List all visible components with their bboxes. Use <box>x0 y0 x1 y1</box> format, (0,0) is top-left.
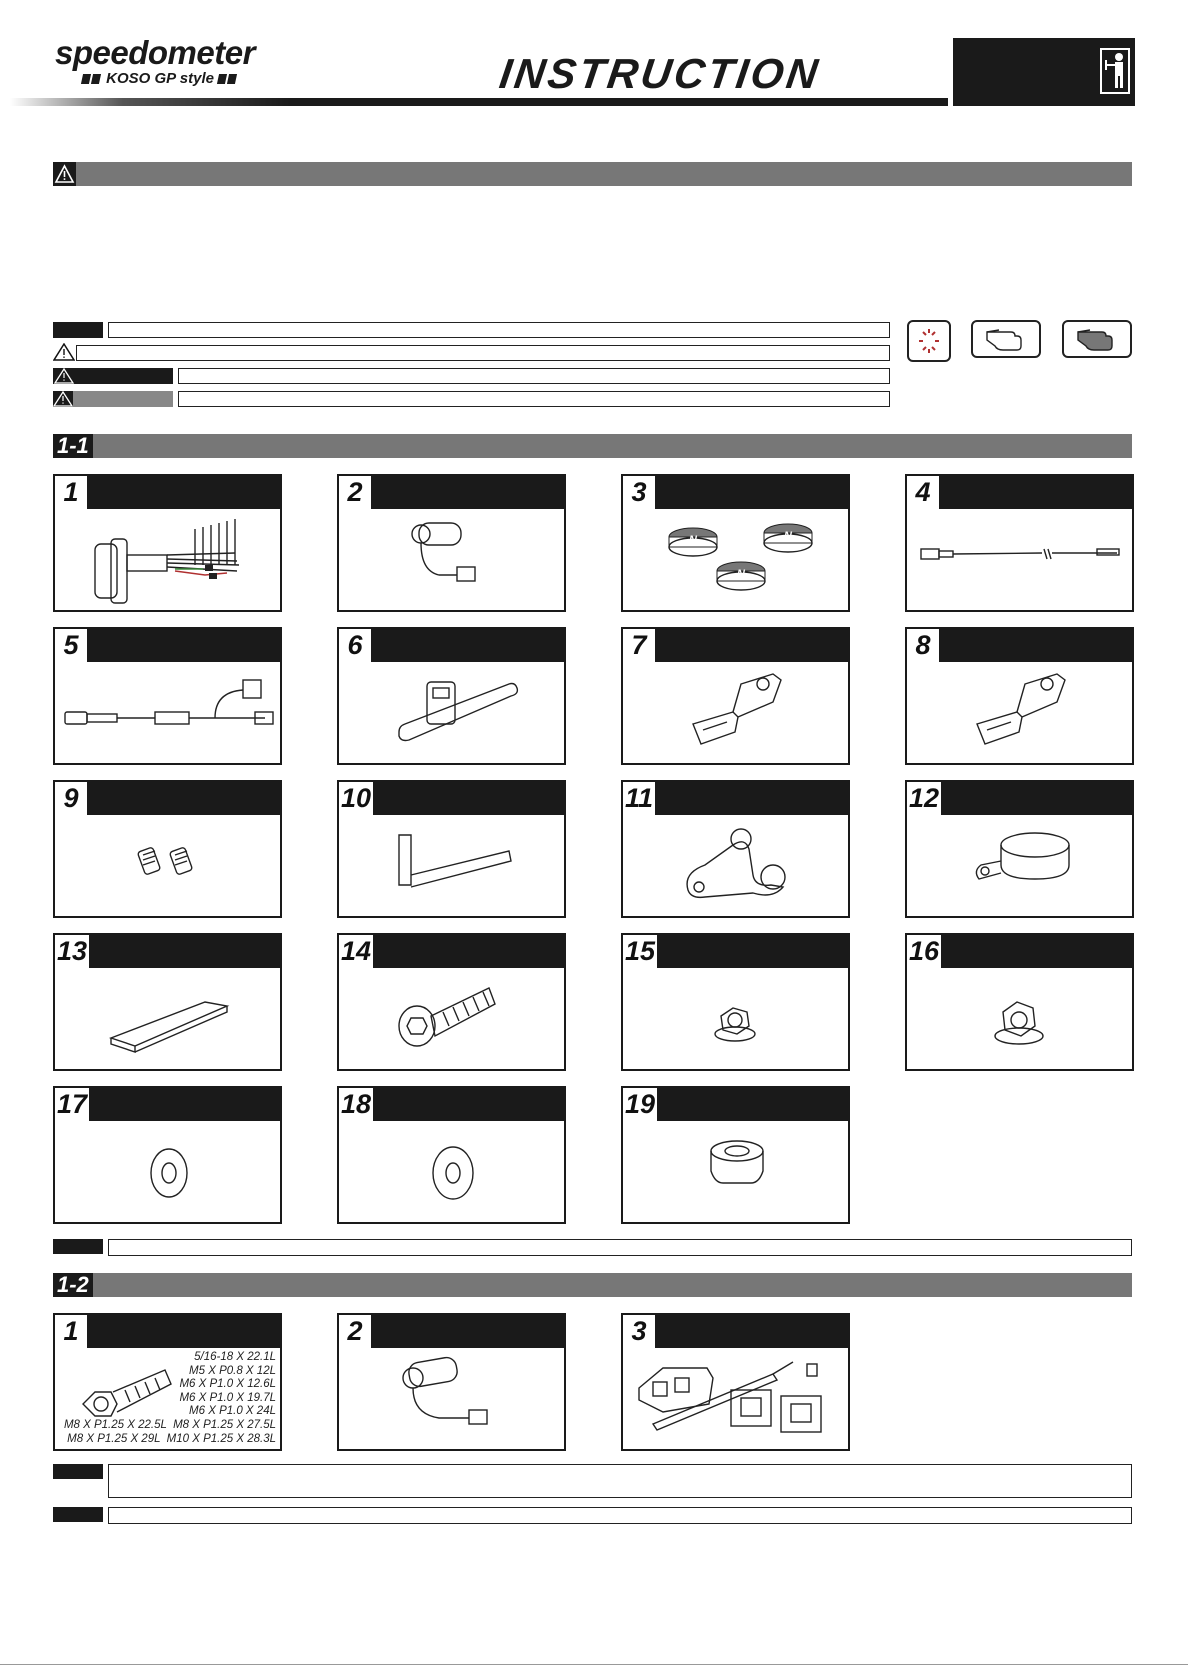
part-card-header <box>339 1315 564 1348</box>
warning-section-bar <box>53 162 1132 186</box>
part-card-header <box>339 476 564 509</box>
part-card-header <box>623 476 848 509</box>
part-card <box>337 933 566 1071</box>
part-illustration <box>339 968 564 1069</box>
part-card <box>53 474 282 612</box>
pointing-hand-icon <box>971 320 1041 358</box>
part-illustration <box>55 1121 280 1222</box>
part-illustration <box>623 968 848 1069</box>
part-illustration <box>55 662 280 763</box>
part-number: 1 <box>55 476 87 509</box>
header-rule <box>10 98 948 106</box>
note-tag <box>53 1507 103 1522</box>
part-card <box>53 933 282 1071</box>
part-card <box>905 627 1134 765</box>
part-illustration <box>623 1348 848 1449</box>
part-card <box>905 780 1134 918</box>
part-card-header <box>55 476 280 509</box>
part-card-header <box>623 1315 848 1348</box>
part-card <box>337 1313 566 1451</box>
bolt-spec-list: 5/16-18 X 22.1L M5 X P0.8 X 12L M6 X P1.0 X 12.6L M6 X P1.0 X 19.7L M6 X P1.0 X 24L M8 X P1.25 X 22.5L M8 X P1.25 X 27.5L M8 X P1.25 X 29L M10 X P1.25 X 28.3L <box>63 1351 276 1445</box>
mechanic-icon <box>1100 48 1130 94</box>
part-number: 6 <box>339 629 371 662</box>
legend-warning-line <box>178 368 890 384</box>
part-number: 1 <box>55 1315 87 1348</box>
part-card-header <box>339 629 564 662</box>
note-line <box>108 1239 1132 1256</box>
part-number: 9 <box>55 782 87 815</box>
magnet-pole-label: N <box>784 530 792 542</box>
magnet-pole-label: N <box>737 568 745 580</box>
part-card <box>621 933 850 1071</box>
part-number: 10 <box>341 783 372 813</box>
part-number: 2 <box>339 476 371 509</box>
part-card <box>905 933 1134 1071</box>
note-line <box>108 1507 1132 1524</box>
part-card <box>53 1313 282 1451</box>
part-number: 12 <box>909 783 940 813</box>
part-number: 3 <box>623 476 655 509</box>
part-number: 18 <box>341 1089 372 1119</box>
part-card <box>621 1313 850 1451</box>
part-number: 14 <box>341 936 372 966</box>
part-card-header <box>339 1088 564 1121</box>
part-illustration <box>55 815 280 916</box>
footer-rule <box>0 1664 1188 1665</box>
part-number: 3 <box>623 1315 655 1348</box>
magnet-pole-label: N <box>689 534 697 546</box>
section-number: 1-1 <box>53 434 93 458</box>
part-card-header <box>907 629 1132 662</box>
section-bar-1-1 <box>53 434 1132 458</box>
part-illustration <box>907 509 1132 610</box>
part-card <box>53 780 282 918</box>
brand-subtitle <box>82 70 238 87</box>
part-card-header <box>907 782 1132 815</box>
legend-caution-icon <box>53 343 75 366</box>
part-illustration <box>339 815 564 916</box>
legend-danger-line <box>178 391 890 407</box>
legend-note-tag <box>53 322 103 338</box>
part-card-header <box>55 629 280 662</box>
part-card-header <box>623 1088 848 1121</box>
legend-caution-line <box>76 345 890 361</box>
part-card <box>621 1086 850 1224</box>
note-tag <box>53 1464 103 1479</box>
part-card-header <box>55 1315 280 1348</box>
part-number: 2 <box>339 1315 371 1348</box>
warning-triangle-icon <box>53 162 76 186</box>
part-illustration <box>339 1348 564 1449</box>
part-illustration <box>623 815 848 916</box>
part-illustration <box>907 662 1132 763</box>
note-line <box>108 1464 1132 1498</box>
part-number: 7 <box>623 629 655 662</box>
part-card <box>337 1086 566 1224</box>
part-number: 8 <box>907 629 939 662</box>
part-card-header <box>55 935 280 968</box>
brand-title: speedometer <box>55 34 255 71</box>
part-card <box>621 780 850 918</box>
part-number: 15 <box>625 936 656 966</box>
pointing-hand-filled-icon <box>1062 320 1132 358</box>
part-card-header <box>907 476 1132 509</box>
part-illustration <box>339 1121 564 1222</box>
attention-icon <box>907 320 951 362</box>
part-card <box>621 627 850 765</box>
part-illustration <box>623 1121 848 1222</box>
part-illustration <box>55 968 280 1069</box>
note-tag <box>53 1239 103 1254</box>
part-card <box>53 627 282 765</box>
part-card-header <box>623 935 848 968</box>
part-card <box>337 627 566 765</box>
part-number: 5 <box>55 629 87 662</box>
part-number: 19 <box>625 1089 656 1119</box>
part-card-header <box>55 782 280 815</box>
part-illustration <box>339 509 564 610</box>
part-number: 4 <box>907 476 939 509</box>
part-card-header <box>623 782 848 815</box>
document-title: INSTRUCTION <box>496 50 824 97</box>
part-card-header <box>907 935 1132 968</box>
part-number: 11 <box>625 783 654 813</box>
legend-note-line <box>108 322 890 338</box>
section-bar-1-2 <box>53 1273 1132 1297</box>
part-number: 17 <box>57 1089 88 1119</box>
part-card-header <box>623 629 848 662</box>
part-card <box>621 474 850 612</box>
part-card <box>337 780 566 918</box>
part-card <box>53 1086 282 1224</box>
part-card-header <box>339 935 564 968</box>
part-illustration <box>55 509 280 610</box>
part-illustration <box>907 815 1132 916</box>
part-illustration <box>907 968 1132 1069</box>
part-card-header <box>55 1088 280 1121</box>
part-number: 13 <box>57 936 88 966</box>
legend-warning-tag <box>53 368 173 384</box>
part-illustration <box>339 662 564 763</box>
part-card <box>905 474 1134 612</box>
part-illustration <box>623 662 848 763</box>
part-illustration <box>623 509 848 610</box>
brand-subtitle-text: KOSO GP style <box>106 70 214 87</box>
part-card-header <box>339 782 564 815</box>
part-card <box>337 474 566 612</box>
part-number: 16 <box>909 936 940 966</box>
section-number: 1-2 <box>53 1273 93 1297</box>
legend-danger-tag <box>53 391 173 407</box>
